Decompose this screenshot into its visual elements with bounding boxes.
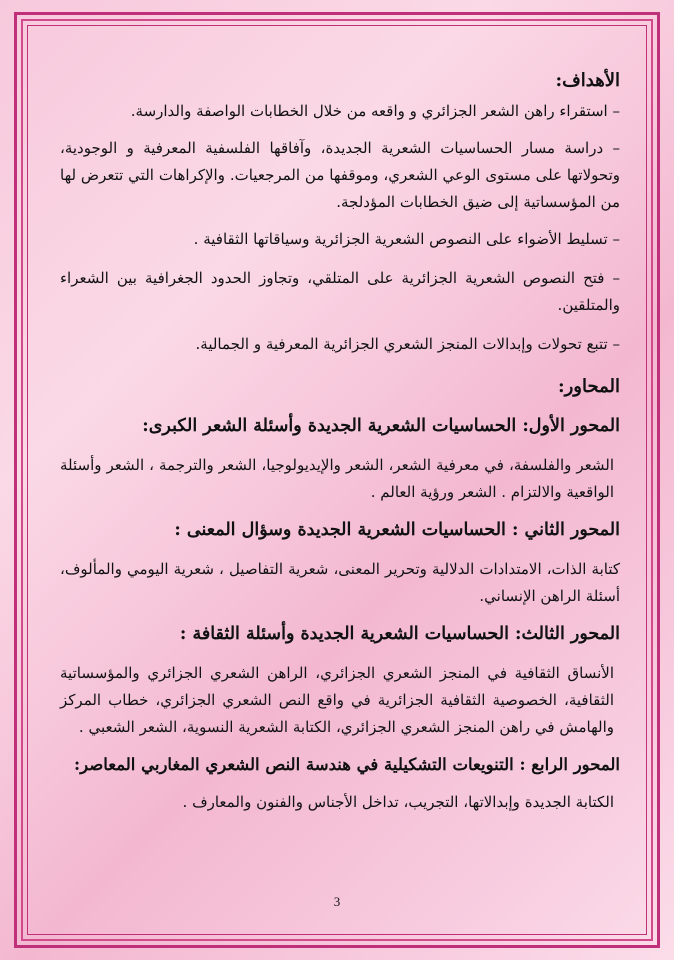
axis-body: الشعر والفلسفة، في معرفية الشعر، الشعر والإيديولوجيا، الشعر والترجمة ، الشعر وأسئلة الواقعية والالتزام . الشعر ورؤية العالم . [60,456,614,501]
objectives-heading: الأهداف: [555,70,620,91]
axis-title: المحور الثالث: الحساسيات الشعرية الجديدة وأسئلة الثقافة : [179,624,620,644]
axis-body: الأنساق الثقافية في المنجز الشعري الجزائري، الراهن الشعري الجزائري والمؤسساتية الثقافية، الخصوصية الثقافية الجزائرية في واقع النص الشعري الجزائري، خطاب المركز والهامش في راهن المنجز الشعري الجزائري، الكتابة الشعرية النسوية، الشعر الشعبي . [60,664,614,736]
objective-item: – تتبع تحولات وإبدالات المنجز الشعري الجزائرية المعرفية و الجمالية. [195,335,620,353]
objective-item: – استقراء راهن الشعر الجزائري و واقعه من خلال الخطابات الواصفة والدارسة. [130,102,620,120]
axes-heading: المحاور: [557,376,620,397]
objectives-section [60,66,620,358]
axis-body: الكتابة الجديدة وإبدالاتها، التجريب، تداخل الأجناس والفنون والمعارف . [182,793,614,811]
page-number: 3 [333,894,341,909]
objective-item: – تسليط الأضواء على النصوص الشعرية الجزائرية وسياقاتها الثقافية . [193,230,620,248]
axis-title: المحور الثاني : الحساسيات الشعرية الجديدة وسؤال المعنى : [174,520,620,540]
axis-body: كتابة الذات، الامتدادات الدلالية وتحرير المعنى، شعرية التفاصيل ، شعرية اليومي والمألوف، أسئلة الراهن الإنساني. [60,560,620,605]
axis-block [60,516,620,610]
axis-block [60,412,620,506]
axis-block [60,751,620,816]
axis-block [60,620,620,741]
axes-section [60,372,620,816]
axis-title: المحور الرابع : التنويعات التشكيلية في هندسة النص الشعري المغاربي المعاصر: [74,755,620,774]
objective-item: – دراسة مسار الحساسيات الشعرية الجديدة، وآفاقها الفلسفية المعرفية و الوجودية، وتحولاتها على مستوى الوعي الشعري، وموقفها من المرجعيات. والإكراهات التي تتعرض لها من المؤسساتية إلى ضيق الخطابات المؤدلجة. [60,139,620,211]
objective-item: – فتح النصوص الشعرية الجزائرية على المتلقي، وتجاوز الحدود الجغرافية بين الشعراء والمتلقين. [60,269,620,314]
axis-title: المحور الأول: الحساسيات الشعرية الجديدة وأسئلة الشعر الكبرى: [142,416,620,436]
document-body [60,64,620,816]
